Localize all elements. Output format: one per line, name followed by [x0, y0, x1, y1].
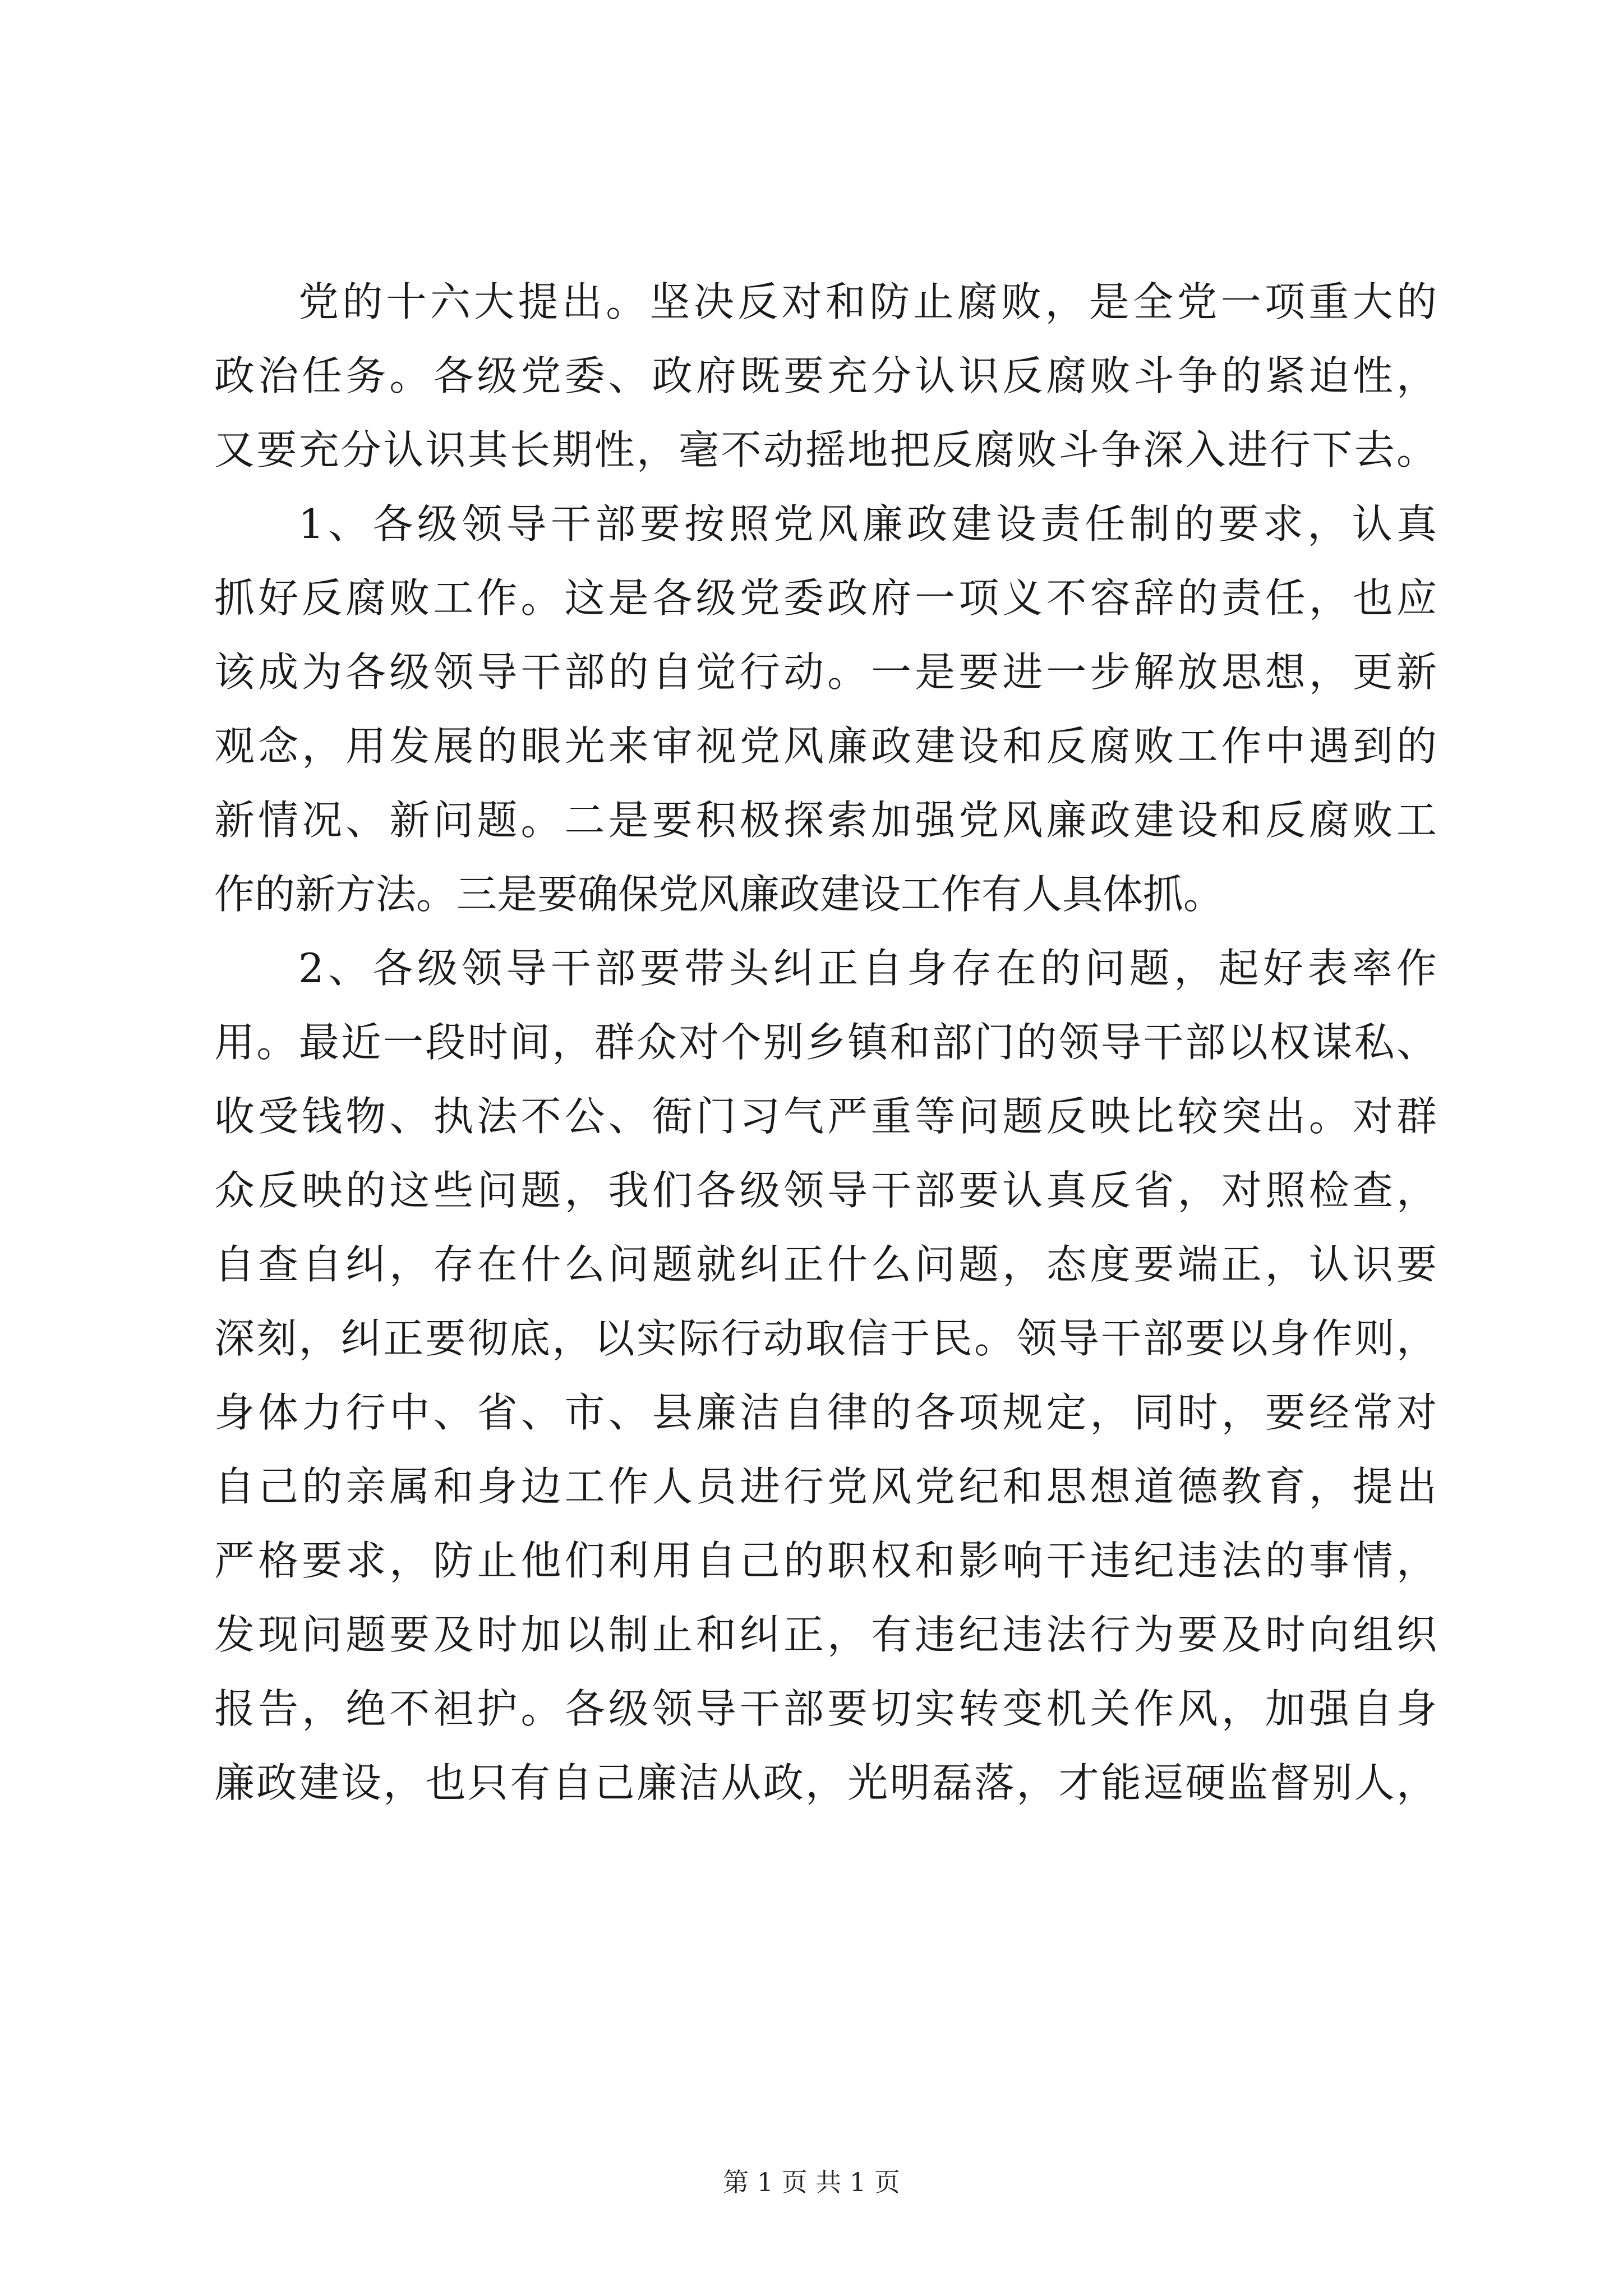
text-line: 众反映的这些问题，我们各级领导干部要认真反省，对照检查，: [214, 1167, 1437, 1214]
text-line: 深刻，纠正要彻底，以实际行动取信于民。领导干部要以身作则，: [214, 1315, 1437, 1362]
text-line: 观念，用发展的眼光来审视党风廉政建设和反腐败工作中遇到的: [214, 723, 1437, 770]
text-line: 报告，绝不袒护。各级领导干部要切实转变机关作风，加强自身: [214, 1685, 1437, 1732]
text-line: 又要充分认识其长期性，毫不动摇地把反腐败斗争深入进行下去。: [214, 426, 1437, 473]
text-line: 用。最近一段时间，群众对个别乡镇和部门的领导干部以权谋私、: [214, 1019, 1437, 1066]
text-line: 政治任务。各级党委、政府既要充分认识反腐败斗争的紧迫性，: [214, 352, 1437, 399]
paragraph-3: [214, 931, 1437, 1820]
text-line: 廉政建设，也只有自己廉洁从政，光明磊落，才能逗硬监督别人，: [214, 1759, 1437, 1806]
text-line: 身体力行中、省、市、县廉洁自律的各项规定，同时，要经常对: [214, 1389, 1437, 1436]
text-line: 自查自纠，存在什么问题就纠正什么问题，态度要端正，认识要: [214, 1241, 1437, 1288]
document-body: [214, 265, 1437, 1820]
text-line: 抓好反腐败工作。这是各级党委政府一项义不容辞的责任，也应: [214, 574, 1437, 622]
paragraph-2: [214, 487, 1437, 931]
text-line: 该成为各级领导干部的自觉行动。一是要进一步解放思想，更新: [214, 648, 1437, 696]
text-line: 新情况、新问题。二是要积极探索加强党风廉政建设和反腐败工: [214, 797, 1437, 844]
text-line: 严格要求，防止他们利用自己的职权和影响干违纪违法的事情，: [214, 1537, 1437, 1584]
text-line: 党的十六大提出。坚决反对和防止腐败，是全党一项重大的: [298, 278, 1437, 325]
text-line: 1、各级领导干部要按照党风廉政建设责任制的要求，认真: [298, 500, 1437, 547]
text-line: 收受钱物、执法不公、衙门习气严重等问题反映比较突出。对群: [214, 1093, 1437, 1140]
text-line: 自己的亲属和身边工作人员进行党风党纪和思想道德教育，提出: [214, 1463, 1437, 1510]
page-footer: 第 1 页 共 1 页: [723, 2167, 900, 2197]
text-line: 作的新方法。三是要确保党风廉政建设工作有人具体抓。: [214, 871, 1224, 918]
text-line: 发现问题要及时加以制止和纠正，有违纪违法行为要及时向组织: [214, 1611, 1437, 1658]
text-line: 2、各级领导干部要带头纠正自身存在的问题，起好表率作: [298, 945, 1437, 992]
paragraph-1: [214, 265, 1437, 487]
